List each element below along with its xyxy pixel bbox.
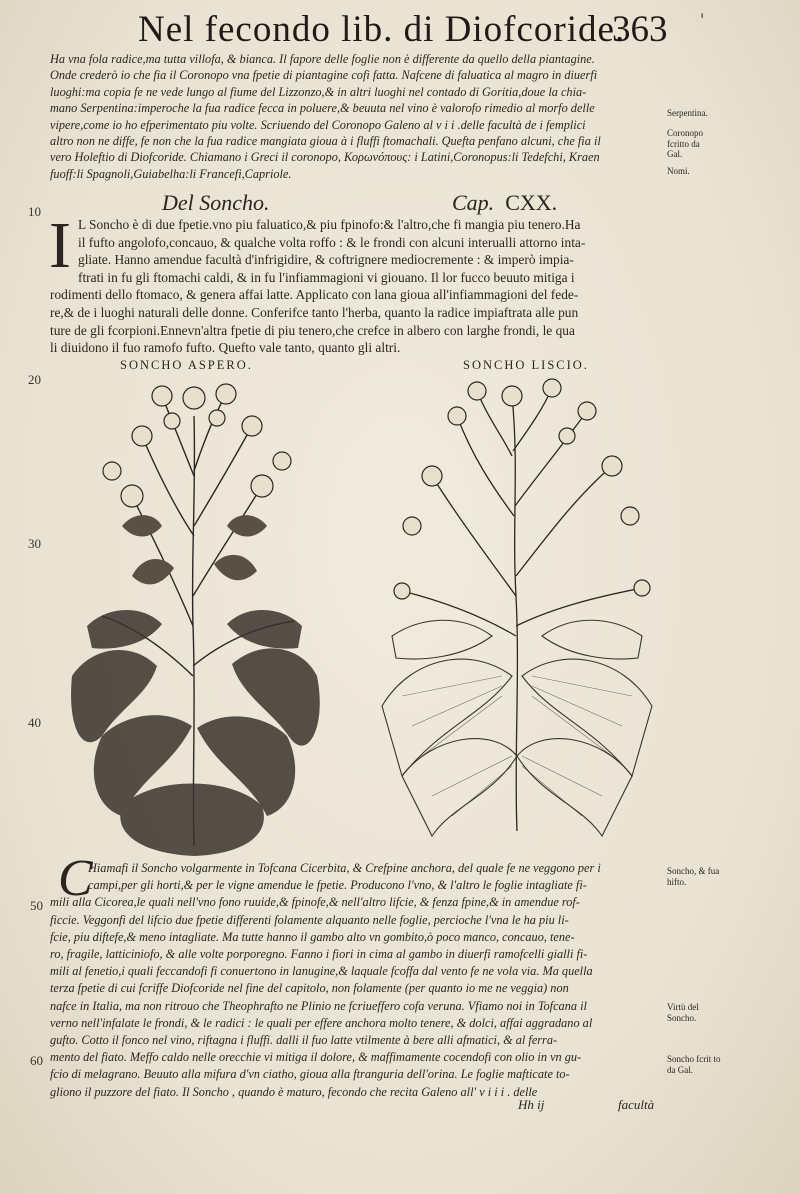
- text-line: verno nell'infalate le frondi, & le radici : le quali per effere anchora molto tenere, & dolci, affai aggradano al: [50, 1015, 593, 1030]
- text-line: Ha vna fola radice,ma tutta villofa, & bianca. Il fapore delle foglie non è differente da quello della piantagine.: [50, 52, 595, 66]
- drop-cap: I: [49, 209, 71, 282]
- text-line: luoghi:ma copia fe ne vede lungo al fiume del Lizzonzo,& in altri luoghi nel contado di Goritia,doue la chia-: [50, 84, 587, 99]
- running-title: Nel fecondo lib. di Diofcoride.: [138, 9, 626, 50]
- text-line: rodimenti dello ftomaco, & genera affai latte. Applicato con lana gioua all'infiammagioni del fede-: [50, 287, 579, 303]
- text-line: gufto. Cotto il fonco nel vino, riftagna i fluffi. dalli il fuo latte vtilmente à bere alli afmatici, & al ferra-: [50, 1033, 558, 1048]
- chapter-roman: CXX.: [505, 190, 558, 215]
- text-line: re,& de i luoghi naturali delle donne. Conferifce tanto l'herba, quanto la radice impiaftrata alle pun: [50, 304, 579, 320]
- chapter-heading: [0, 190, 800, 214]
- figure-caption-left: SONCHO ASPERO.: [120, 358, 253, 372]
- margin-mark: ': [700, 10, 705, 29]
- text-line: fcie, piu diftefe,& meno intagliate. Ma tutte hanno il gambo alto vn gombito,ò poco manco, concauo, tene-: [50, 929, 575, 944]
- text-line: nafce in Italia, ma non ritrouo che Theophrafto ne Plinio ne fcriueffero cofa veruna. Vfiamo noi in Tofcana il: [50, 998, 587, 1013]
- margin-note-fcritto-gal: Soncho fcrit to da Gal.: [667, 1054, 721, 1075]
- text-line: ro, fragile, latticiniofo, & alle volte porporegno. Fanno i fiori in cima al gambo in diuerfi ramofcelli gialli fi-: [50, 947, 588, 962]
- margin-note-serpentina: Serpentina.: [667, 108, 708, 118]
- text-line: altro non ne diffe, fe non che la fua radice mangiata gioua à i fluffi ftomachali. Quefta penfano alcuni, che fia il: [50, 134, 601, 149]
- text-line: ftrati in fu gli ftomachi caldi, & in fu l'infiammagioni vi giouano. Il lor fucco beuuto mitiga i: [78, 269, 575, 285]
- commentary-body: [50, 850, 662, 1101]
- text-line: gliate. Hanno amendue facultà d'infrigidire, & coftrignere mediocremente : & imperò impia-: [78, 252, 574, 268]
- line-number: 10: [28, 204, 41, 219]
- woodcut-soncho-liscio: [362, 376, 672, 842]
- line-number: 50: [30, 898, 43, 913]
- text-line: gliono il puzzore del fiato. Il Soncho , quando è maturo, fecondo che recita Galeno all' v i i i . delle: [50, 1084, 538, 1099]
- margin-note-coronopo: Coronopo fcritto da Gal.: [667, 128, 703, 159]
- text-line: fcio di melagrano. Beuuto alla mifura d'vn ciatho, gioua alla ftranguria dell'orina. Le foglie mafticate to-: [50, 1067, 570, 1082]
- chapter-number: [452, 190, 557, 216]
- text-line: ficcie. Veggonfi del lifcio due fpetie differenti folamente alquanto nelle foglie, percioche l'vna le ha piu li-: [50, 912, 569, 927]
- line-number: 60: [30, 1053, 43, 1068]
- text-line: campi,per gli horti,& per le vigne amendue le fpetie. Producono l'vno, & l'altro le foglie intagliate fi-: [88, 878, 587, 893]
- text-line: fuoff:li Spagnoli,Guiabelha:li Francefi,Capriole.: [50, 166, 292, 181]
- text-line: ture de gli fcorpioni.Ennevn'altra fpetie di piu tenero,che crefce in albero con larghe frondi, le qua: [50, 322, 575, 338]
- text-line: li diuidono il fuo ramofo fufto. Quefto vale tanto, quanto gli altri.: [50, 340, 401, 356]
- running-header: [0, 8, 800, 54]
- catchword: facultà: [618, 1097, 655, 1112]
- text-line: L Soncho è di due fpetie.vno piu faluatico,& piu fpinofo:& l'altro,che fi mangia piu tenero.Ha: [78, 217, 581, 232]
- woodcut-soncho-aspero: [62, 376, 332, 858]
- line-number: 40: [28, 715, 41, 730]
- text-line: Hiamafi il Soncho volgarmente in Tofcana Cicerbita, & Crefpine anchora, del quale fe ne veggono per i: [88, 861, 601, 875]
- text-line: mili alla Cicorea,le quali nell'vno fono ruuide,& fpinofe,& nell'altro lifcie, & fenza fpine,& in amendue rof-: [50, 895, 580, 910]
- text-line: mento del fiato. Meffo caldo nelle orecchie vi mitiga il dolore, & maffimamente cocendofi con olio in vn gu-: [50, 1050, 582, 1065]
- chapter-name: Del Soncho.: [162, 190, 270, 215]
- text-line: vipere,come io ho efperimentato piu volte. Scriuendo del Coronopo Galeno al v i i .delle facultà de i femplici: [50, 117, 586, 132]
- text-line: terza fpetie di cui fcriffe Diofcoride nel fine del capitolo, non folamente (per quanto io me ne veggia) non: [50, 981, 569, 996]
- line-number: 30: [28, 536, 41, 551]
- margin-note-soncho-hifto: Soncho, & fua hifto.: [667, 866, 720, 887]
- text-line: il fufto angolofo,concauo, & qualche volta roffo : & le frondi con alcuni interualli attorno inta-: [78, 234, 586, 250]
- text-line: vero Holeftio di Diofcoride. Chiamano i Greci il coronopo, Κορωνόπους: i Latini,Coronopus:li Tedefchi, Kraen: [50, 150, 600, 165]
- drop-cap-c: C: [58, 850, 93, 907]
- margin-note-virtu: Virtù del Soncho.: [667, 1002, 699, 1023]
- page-footer: [0, 1097, 800, 1117]
- text-line: Onde crederò io che fia il Coronopo vna fpetie di piantagine cofi fatta. Nafcene di faluatica al magro in diuerfi: [50, 68, 598, 83]
- intro-paragraph: [50, 51, 662, 182]
- figure-caption-right: SONCHO LISCIO.: [463, 358, 589, 372]
- margin-note-nomi: Nomi.: [667, 166, 690, 176]
- text-line: mano Serpentina:imperoche la fua radice fecca in poluere,& beuuta nel vino è valorofo rimedio al morfo delle: [50, 101, 595, 116]
- page-number: 363: [612, 9, 668, 50]
- signature-mark: Hh ij: [518, 1097, 545, 1112]
- chapter-body: [50, 216, 662, 357]
- line-number: 20: [28, 372, 41, 387]
- text-line: mili al fenetio,i quali feccandofi fi conuertono in lanugine,& laquale fcoffa dal vento fe ne vola via. Ma quella: [50, 964, 593, 979]
- chapter-cap-label: Cap.: [452, 190, 495, 215]
